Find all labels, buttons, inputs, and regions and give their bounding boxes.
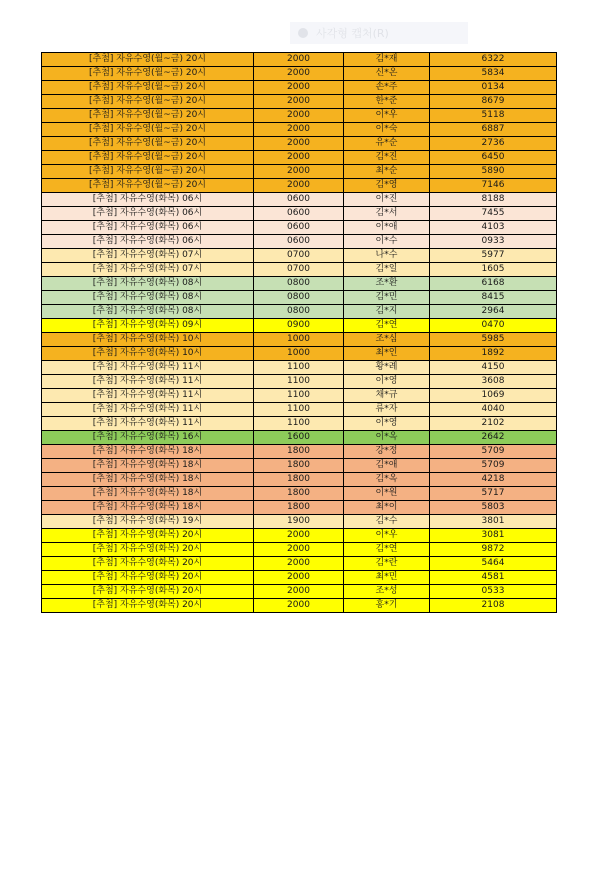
name-cell: 채*규	[344, 389, 430, 403]
capture-icon	[298, 28, 308, 38]
table-row	[42, 151, 557, 165]
program-cell: [추첨] 자유수영(월~금) 20시	[42, 109, 254, 123]
name-cell: 이*영	[344, 417, 430, 431]
name-cell: 이*진	[344, 193, 430, 207]
program-cell: [추첨] 자유수영(월~금) 20시	[42, 151, 254, 165]
code-cell: 3608	[430, 375, 557, 389]
program-cell: [추첨] 자유수영(화목) 18시	[42, 459, 254, 473]
time-cell: 0600	[254, 235, 344, 249]
code-cell: 4103	[430, 221, 557, 235]
table-row	[42, 501, 557, 515]
name-cell: 최*인	[344, 347, 430, 361]
name-cell: 홍*기	[344, 599, 430, 613]
code-cell: 2736	[430, 137, 557, 151]
table-row	[42, 375, 557, 389]
name-cell: 이*수	[344, 235, 430, 249]
name-cell: 김*연	[344, 543, 430, 557]
program-cell: [추첨] 자유수영(화목) 18시	[42, 473, 254, 487]
name-cell: 이*우	[344, 109, 430, 123]
code-cell: 1605	[430, 263, 557, 277]
name-cell: 이*영	[344, 375, 430, 389]
code-cell: 6168	[430, 277, 557, 291]
code-cell: 7146	[430, 179, 557, 193]
time-cell: 2000	[254, 571, 344, 585]
table-row	[42, 207, 557, 221]
code-cell: 5118	[430, 109, 557, 123]
program-cell: [추첨] 자유수영(월~금) 20시	[42, 123, 254, 137]
time-cell: 0700	[254, 263, 344, 277]
time-cell: 1800	[254, 501, 344, 515]
table-row	[42, 193, 557, 207]
table-row	[42, 487, 557, 501]
name-cell: 이*애	[344, 221, 430, 235]
table-row	[42, 599, 557, 613]
time-cell: 1000	[254, 333, 344, 347]
time-cell: 2000	[254, 67, 344, 81]
time-cell: 1600	[254, 431, 344, 445]
program-cell: [추첨] 자유수영(화목) 09시	[42, 319, 254, 333]
code-cell: 5977	[430, 249, 557, 263]
code-cell: 4040	[430, 403, 557, 417]
program-cell: [추첨] 자유수영(월~금) 20시	[42, 53, 254, 67]
name-cell: 김*애	[344, 459, 430, 473]
table-row	[42, 585, 557, 599]
name-cell: 김*재	[344, 53, 430, 67]
name-cell: 김*지	[344, 305, 430, 319]
program-cell: [추첨] 자유수영(화목) 07시	[42, 263, 254, 277]
name-cell: 김*옥	[344, 473, 430, 487]
time-cell: 0600	[254, 221, 344, 235]
time-cell: 1100	[254, 389, 344, 403]
program-cell: [추첨] 자유수영(화목) 16시	[42, 431, 254, 445]
time-cell: 2000	[254, 81, 344, 95]
lottery-results-table-wrap	[41, 52, 557, 613]
time-cell: 2000	[254, 529, 344, 543]
table-row	[42, 263, 557, 277]
time-cell: 1900	[254, 515, 344, 529]
code-cell: 5985	[430, 333, 557, 347]
code-cell: 5709	[430, 459, 557, 473]
program-cell: [추첨] 자유수영(월~금) 20시	[42, 81, 254, 95]
name-cell: 이*원	[344, 487, 430, 501]
time-cell: 1800	[254, 487, 344, 501]
code-cell: 3801	[430, 515, 557, 529]
table-row	[42, 319, 557, 333]
program-cell: [추첨] 자유수영(화목) 06시	[42, 207, 254, 221]
code-cell: 0470	[430, 319, 557, 333]
name-cell: 최*순	[344, 165, 430, 179]
name-cell: 김*연	[344, 319, 430, 333]
program-cell: [추첨] 자유수영(화목) 08시	[42, 305, 254, 319]
program-cell: [추첨] 자유수영(화목) 07시	[42, 249, 254, 263]
name-cell: 나*수	[344, 249, 430, 263]
program-cell: [추첨] 자유수영(화목) 11시	[42, 389, 254, 403]
name-cell: 최*민	[344, 571, 430, 585]
lottery-results-table	[41, 52, 557, 613]
code-cell: 1069	[430, 389, 557, 403]
time-cell: 2000	[254, 95, 344, 109]
time-cell: 2000	[254, 599, 344, 613]
code-cell: 4218	[430, 473, 557, 487]
time-cell: 0900	[254, 319, 344, 333]
program-cell: [추첨] 자유수영(화목) 20시	[42, 585, 254, 599]
time-cell: 2000	[254, 137, 344, 151]
program-cell: [추첨] 자유수영(화목) 11시	[42, 403, 254, 417]
table-row	[42, 249, 557, 263]
code-cell: 5834	[430, 67, 557, 81]
program-cell: [추첨] 자유수영(화목) 10시	[42, 333, 254, 347]
name-cell: 이*숙	[344, 123, 430, 137]
program-cell: [추첨] 자유수영(월~금) 20시	[42, 179, 254, 193]
time-cell: 1000	[254, 347, 344, 361]
time-cell: 0800	[254, 291, 344, 305]
time-cell: 1100	[254, 417, 344, 431]
table-row	[42, 529, 557, 543]
code-cell: 0134	[430, 81, 557, 95]
program-cell: [추첨] 자유수영(화목) 20시	[42, 543, 254, 557]
table-row	[42, 571, 557, 585]
program-cell: [추첨] 자유수영(화목) 10시	[42, 347, 254, 361]
table-row	[42, 277, 557, 291]
time-cell: 1100	[254, 403, 344, 417]
code-cell: 5890	[430, 165, 557, 179]
program-cell: [추첨] 자유수영(화목) 18시	[42, 445, 254, 459]
name-cell: 조*환	[344, 277, 430, 291]
program-cell: [추첨] 자유수영(화목) 20시	[42, 557, 254, 571]
time-cell: 2000	[254, 543, 344, 557]
capture-tool-overlay	[290, 22, 468, 44]
table-row	[42, 347, 557, 361]
name-cell: 황*례	[344, 361, 430, 375]
name-cell: 최*이	[344, 501, 430, 515]
time-cell: 1100	[254, 361, 344, 375]
code-cell: 0533	[430, 585, 557, 599]
code-cell: 8679	[430, 95, 557, 109]
program-cell: [추첨] 자유수영(화목) 20시	[42, 571, 254, 585]
time-cell: 0800	[254, 277, 344, 291]
table-row	[42, 389, 557, 403]
time-cell: 1800	[254, 459, 344, 473]
table-row	[42, 403, 557, 417]
name-cell: 김*민	[344, 291, 430, 305]
name-cell: 강*정	[344, 445, 430, 459]
program-cell: [추첨] 자유수영(월~금) 20시	[42, 95, 254, 109]
time-cell: 0800	[254, 305, 344, 319]
program-cell: [추첨] 자유수영(화목) 06시	[42, 221, 254, 235]
program-cell: [추첨] 자유수영(월~금) 20시	[42, 67, 254, 81]
table-row	[42, 95, 557, 109]
program-cell: [추첨] 자유수영(화목) 08시	[42, 291, 254, 305]
table-row	[42, 445, 557, 459]
name-cell: 손*주	[344, 81, 430, 95]
code-cell: 5717	[430, 487, 557, 501]
name-cell: 김*영	[344, 179, 430, 193]
name-cell: 조*심	[344, 333, 430, 347]
table-row	[42, 53, 557, 67]
code-cell: 8188	[430, 193, 557, 207]
name-cell: 신*온	[344, 67, 430, 81]
name-cell: 류*자	[344, 403, 430, 417]
program-cell: [추첨] 자유수영(화목) 11시	[42, 361, 254, 375]
time-cell: 1100	[254, 375, 344, 389]
table-row	[42, 361, 557, 375]
table-body	[42, 53, 557, 613]
table-row	[42, 557, 557, 571]
name-cell: 이*우	[344, 529, 430, 543]
time-cell: 0600	[254, 193, 344, 207]
code-cell: 5803	[430, 501, 557, 515]
name-cell: 김*란	[344, 557, 430, 571]
time-cell: 0600	[254, 207, 344, 221]
time-cell: 2000	[254, 179, 344, 193]
time-cell: 2000	[254, 53, 344, 67]
table-row	[42, 459, 557, 473]
code-cell: 7455	[430, 207, 557, 221]
time-cell: 1800	[254, 473, 344, 487]
code-cell: 5709	[430, 445, 557, 459]
table-row	[42, 179, 557, 193]
time-cell: 2000	[254, 585, 344, 599]
table-row	[42, 109, 557, 123]
name-cell: 김*서	[344, 207, 430, 221]
table-row	[42, 81, 557, 95]
program-cell: [추첨] 자유수영(화목) 18시	[42, 487, 254, 501]
table-row	[42, 123, 557, 137]
capture-tool-label: 사각형 캡처(R)	[316, 27, 389, 40]
table-row	[42, 291, 557, 305]
program-cell: [추첨] 자유수영(화목) 06시	[42, 235, 254, 249]
program-cell: [추첨] 자유수영(화목) 19시	[42, 515, 254, 529]
table-row	[42, 221, 557, 235]
time-cell: 2000	[254, 151, 344, 165]
name-cell: 유*순	[344, 137, 430, 151]
table-row	[42, 515, 557, 529]
time-cell: 1800	[254, 445, 344, 459]
code-cell: 6887	[430, 123, 557, 137]
time-cell: 2000	[254, 165, 344, 179]
code-cell: 2964	[430, 305, 557, 319]
table-row	[42, 137, 557, 151]
program-cell: [추첨] 자유수영(화목) 18시	[42, 501, 254, 515]
program-cell: [추첨] 자유수영(화목) 08시	[42, 277, 254, 291]
program-cell: [추첨] 자유수영(월~금) 20시	[42, 165, 254, 179]
program-cell: [추첨] 자유수영(월~금) 20시	[42, 137, 254, 151]
program-cell: [추첨] 자유수영(화목) 11시	[42, 417, 254, 431]
code-cell: 2108	[430, 599, 557, 613]
code-cell: 4150	[430, 361, 557, 375]
code-cell: 2642	[430, 431, 557, 445]
table-row	[42, 67, 557, 81]
code-cell: 5464	[430, 557, 557, 571]
program-cell: [추첨] 자유수영(화목) 11시	[42, 375, 254, 389]
table-row	[42, 417, 557, 431]
table-row	[42, 431, 557, 445]
table-row	[42, 165, 557, 179]
name-cell: 한*준	[344, 95, 430, 109]
table-row	[42, 473, 557, 487]
time-cell: 0700	[254, 249, 344, 263]
time-cell: 2000	[254, 557, 344, 571]
time-cell: 2000	[254, 123, 344, 137]
code-cell: 3081	[430, 529, 557, 543]
table-row	[42, 543, 557, 557]
time-cell: 2000	[254, 109, 344, 123]
code-cell: 4581	[430, 571, 557, 585]
program-cell: [추첨] 자유수영(화목) 20시	[42, 529, 254, 543]
code-cell: 2102	[430, 417, 557, 431]
name-cell: 김*진	[344, 151, 430, 165]
program-cell: [추첨] 자유수영(화목) 06시	[42, 193, 254, 207]
name-cell: 김*수	[344, 515, 430, 529]
code-cell: 8415	[430, 291, 557, 305]
table-row	[42, 235, 557, 249]
code-cell: 6322	[430, 53, 557, 67]
program-cell: [추첨] 자유수영(화목) 20시	[42, 599, 254, 613]
table-row	[42, 333, 557, 347]
code-cell: 0933	[430, 235, 557, 249]
code-cell: 6450	[430, 151, 557, 165]
name-cell: 김*일	[344, 263, 430, 277]
name-cell: 조*성	[344, 585, 430, 599]
code-cell: 9872	[430, 543, 557, 557]
table-row	[42, 305, 557, 319]
name-cell: 이*옥	[344, 431, 430, 445]
code-cell: 1892	[430, 347, 557, 361]
